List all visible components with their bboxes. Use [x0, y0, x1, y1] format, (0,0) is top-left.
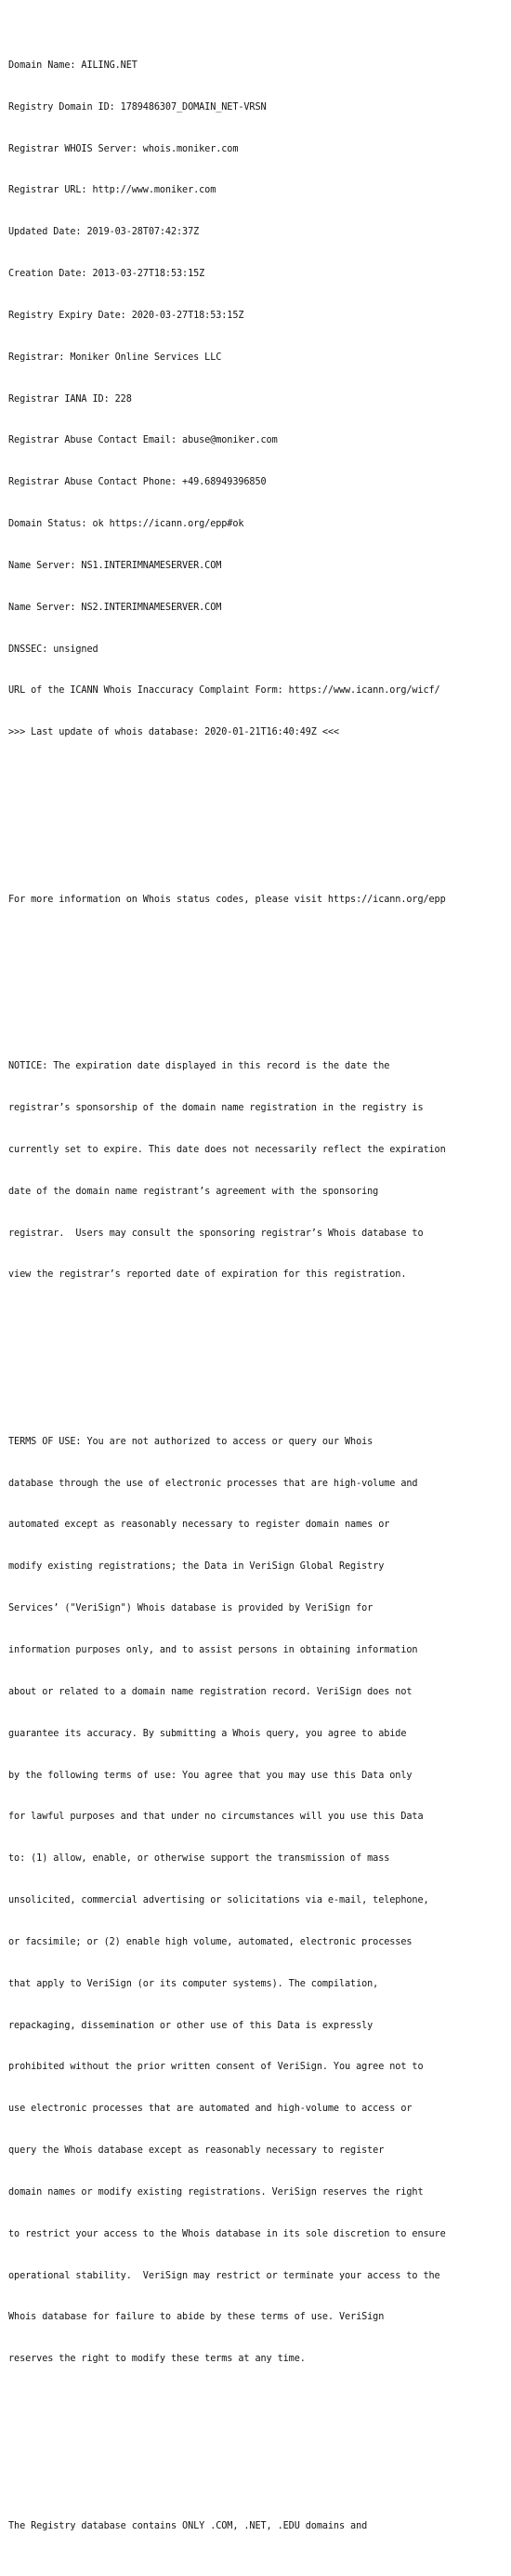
notice-block: [8, 1032, 511, 1310]
spacer: [8, 976, 511, 990]
registrar-url-line: Registrar URL: http://www.moniker.com: [8, 185, 216, 196]
terms-line: modify existing registrations; the Data in VeriSign Global Registry: [8, 1561, 385, 1573]
terms-of-use-block: [8, 1408, 511, 2395]
abuse-email-line: Registrar Abuse Contact Email: abuse@moniker.com: [8, 435, 278, 446]
terms-line: domain names or modify existing registrations. VeriSign reserves the right: [8, 2186, 424, 2198]
terms-line: or facsimile; or (2) enable high volume, automated, electronic processes: [8, 1936, 413, 1947]
spacer: [8, 1352, 511, 1366]
domain-name-line: Domain Name: AILING.NET: [8, 60, 138, 71]
name-server-line: Name Server: NS2.INTERIMNAMESERVER.COM: [8, 602, 222, 613]
name-server-line: Name Server: NS1.INTERIMNAMESERVER.COM: [8, 560, 222, 571]
spacer: [8, 810, 511, 824]
terms-line: repackaging, dissemination or other use of this Data is expressly: [8, 2020, 373, 2031]
terms-line: guarantee its accuracy. By submitting a Whois query, you agree to abide: [8, 1728, 407, 1739]
abuse-phone-line: Registrar Abuse Contact Phone: +49.68949396850: [8, 477, 267, 488]
last-update-line: >>> Last update of whois database: 2020-01-21T16:40:49Z <<<: [8, 727, 339, 738]
registrar-line: Registrar: Moniker Online Services LLC: [8, 352, 222, 363]
registry-note-line: The Registry database contains ONLY .COM, .NET, .EDU domains and: [8, 2520, 368, 2531]
status-info-line: For more information on Whois status codes, please visit https://icann.org/epp: [8, 894, 446, 905]
terms-line: by the following terms of use: You agree that you may use this Data only: [8, 1770, 413, 1781]
terms-line: information purposes only, and to assist persons in obtaining information: [8, 1644, 418, 1655]
registry-expiry-date-line: Registry Expiry Date: 2020-03-27T18:53:15Z: [8, 310, 244, 321]
registrar-whois-server-line: Registrar WHOIS Server: whois.moniker.com: [8, 143, 239, 154]
notice-line: date of the domain name registrant’s agreement with the sponsoring: [8, 1186, 379, 1197]
domain-status-line: Domain Status: ok https://icann.org/epp#ok: [8, 519, 244, 530]
creation-date-line: Creation Date: 2013-03-27T18:53:15Z: [8, 269, 205, 280]
updated-date-line: Updated Date: 2019-03-28T07:42:37Z: [8, 227, 200, 238]
notice-line: registrar. Users may consult the sponsoring registrar’s Whois database to: [8, 1228, 424, 1239]
terms-line: reserves the right to modify these terms at any time.: [8, 2354, 306, 2365]
terms-line: use electronic processes that are automated and high-volume to access or: [8, 2104, 413, 2115]
terms-line: prohibited without the prior written consent of VeriSign. You agree not to: [8, 2062, 424, 2073]
terms-line: database through the use of electronic processes that are high-volume and: [8, 1478, 418, 1489]
terms-line: operational stability. VeriSign may restrict or terminate your access to the: [8, 2270, 440, 2281]
notice-line: registrar’s sponsorship of the domain name registration in the registry is: [8, 1102, 424, 1113]
terms-line: TERMS OF USE: You are not authorized to access or query our Whois: [8, 1436, 373, 1447]
terms-line: Whois database for failure to abide by these terms of use. VeriSign: [8, 2312, 385, 2323]
terms-line: to restrict your access to the Whois database in its sole discretion to ensure: [8, 2228, 446, 2239]
terms-line: that apply to VeriSign (or its computer systems). The compilation,: [8, 1978, 379, 1989]
registry-note-block: [8, 2492, 511, 2562]
terms-line: about or related to a domain name registration record. VeriSign does not: [8, 1686, 413, 1697]
spacer: [8, 2437, 511, 2450]
dnssec-line: DNSSEC: unsigned: [8, 644, 98, 655]
registrar-iana-id-line: Registrar IANA ID: 228: [8, 393, 132, 405]
registry-domain-id-line: Registry Domain ID: 1789486307_DOMAIN_NET-VRSN: [8, 101, 267, 113]
terms-line: unsolicited, commercial advertising or solicitations via e-mail, telephone,: [8, 1895, 429, 1906]
notice-line: currently set to expire. This date does not necessarily reflect the expiration: [8, 1144, 446, 1155]
whois-record-block: [8, 32, 511, 768]
terms-line: Services’ ("VeriSign") Whois database is provided by VeriSign for: [8, 1603, 373, 1614]
notice-line: view the registrar’s reported date of expiration for this registration.: [8, 1269, 407, 1281]
terms-line: query the Whois database except as reasonably necessary to register: [8, 2145, 385, 2157]
notice-line: NOTICE: The expiration date displayed in this record is the date the: [8, 1061, 390, 1072]
terms-line: for lawful purposes and that under no circumstances will you use this Data: [8, 1812, 424, 1823]
terms-line: automated except as reasonably necessary to register domain names or: [8, 1520, 390, 1531]
icann-complaint-url-line: URL of the ICANN Whois Inaccuracy Complaint Form: https://www.icann.org/wicf/: [8, 685, 440, 697]
status-info-block: [8, 866, 511, 936]
terms-line: to: (1) allow, enable, or otherwise support the transmission of mass: [8, 1853, 390, 1865]
